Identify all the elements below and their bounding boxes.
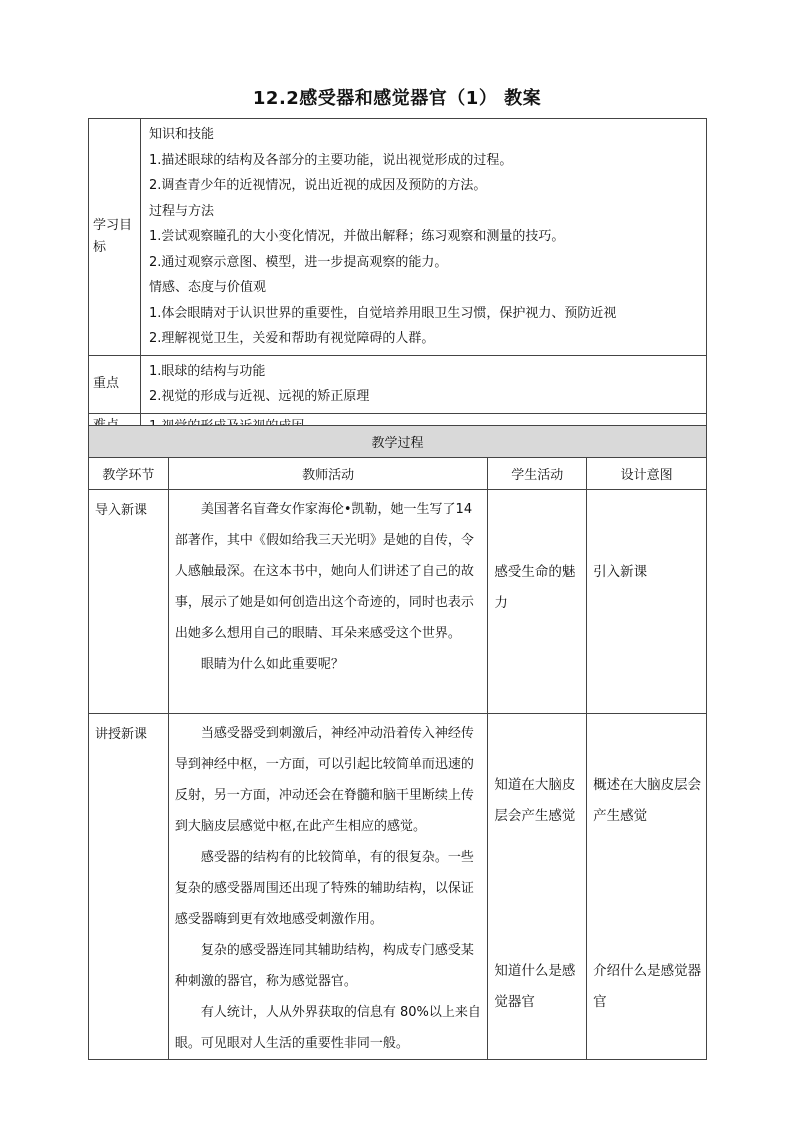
teacher-activity-cell (168, 490, 487, 714)
header-teacher: 教师活动 (168, 458, 487, 490)
objectives-line: 1.描述眼球的结构及各部分的主要功能，说出视觉形成的过程。 (149, 152, 513, 168)
student-activity-text: 感受生命的魅力 (494, 564, 576, 611)
key-point-line: 1.眼球的结构与功能 (149, 363, 266, 379)
objectives-line: 知识和技能 (149, 127, 215, 142)
objectives-line: 过程与方法 (149, 203, 215, 219)
teacher-paragraph: 当感受器受到刺激后，神经冲动沿着传入神经传导到神经中枢，一方面，可以引起比较简单而迅速的反射，另一方面，冲动还会在脊髓和脑干里断续上传到大脑皮层感觉中枢,在此产生相应的感觉。 (174, 726, 474, 834)
teaching-process-table (88, 425, 707, 1060)
objectives-row (89, 119, 707, 356)
key-point-line: 2.视觉的形成与近视、远视的矫正原理 (149, 389, 370, 404)
teacher-activity-cell (168, 714, 487, 1060)
design-intent-cell (587, 490, 707, 714)
design-intent-text: 概述在大脑皮层会产生感觉 (593, 777, 702, 824)
key-points-row (89, 355, 707, 413)
page-title: 12.2感受器和感觉器官（1） 教案 (252, 88, 542, 109)
objectives-line: 2.理解视觉卫生，关爱和帮助有视觉障碍的人群。 (149, 331, 435, 346)
table-row (89, 490, 707, 714)
process-band-title: 教学过程 (89, 426, 707, 458)
student-activity-text: 知道什么是感觉器官 (494, 963, 576, 1010)
student-activity-cell (488, 490, 587, 714)
objectives-line: 情感、态度与价值观 (149, 280, 267, 295)
header-stage: 教学环节 (89, 458, 169, 490)
table-row (89, 714, 707, 1060)
teacher-paragraph: 有人统计，人从外界获取的信息有 80%以上来自眼。可见眼对人生活的重要性非同一般。 (174, 1005, 481, 1051)
objectives-line: 2.通过观察示意图、模型，进一步提高观察的能力。 (149, 254, 448, 270)
header-student: 学生活动 (488, 458, 587, 490)
objectives-content (141, 119, 707, 356)
design-intent-text: 引入新课 (593, 564, 648, 580)
stage-cell: 讲授新课 (89, 714, 169, 1060)
teacher-paragraph: 美国著名盲聋女作家海伦•凯勒，她一生写了14部著作，其中《假如给我三天光明》是她的自传，令人感触最深。在这本书中，她向人们讲述了自己的故事，展示了她是如何创造出这个奇迹的，同时也表示出她多么想用自己的眼睛、耳朵来感受这个世界。 (174, 502, 474, 641)
objectives-label: 学习目标 (89, 119, 141, 356)
stage-cell: 导入新课 (89, 490, 169, 714)
student-activity-cell (488, 714, 587, 1060)
objectives-line: 2.调查青少年的近视情况，说出近视的成因及预防的方法。 (149, 178, 487, 193)
process-header-row (89, 458, 707, 490)
key-points-content (141, 355, 707, 413)
teacher-paragraph: 感受器的结构有的比较简单，有的很复杂。一些复杂的感受器周围还出现了特殊的辅助结构，以保证感受器嗨到更有效地感受刺激作用。 (174, 850, 474, 927)
design-intent-cell (587, 714, 707, 1060)
teacher-paragraph: 复杂的感受器连同其辅助结构，构成专门感受某种刺激的器官，称为感觉器官。 (174, 943, 474, 989)
design-intent-text: 介绍什么是感觉器官 (593, 963, 702, 1010)
objectives-line: 1.尝试观察瞳孔的大小变化情况，并做出解释；练习观察和测量的技巧。 (149, 229, 565, 244)
key-points-label: 重点 (89, 355, 141, 413)
objectives-line: 1.体会眼睛对于认识世界的重要性，自觉培养用眼卫生习惯，保护视力、预防近视 (149, 305, 617, 321)
student-activity-text: 知道在大脑皮层会产生感觉 (494, 777, 576, 824)
teacher-paragraph: 眼睛为什么如此重要呢？ (200, 657, 344, 672)
lesson-info-table (88, 118, 707, 440)
header-intent: 设计意图 (587, 458, 707, 490)
